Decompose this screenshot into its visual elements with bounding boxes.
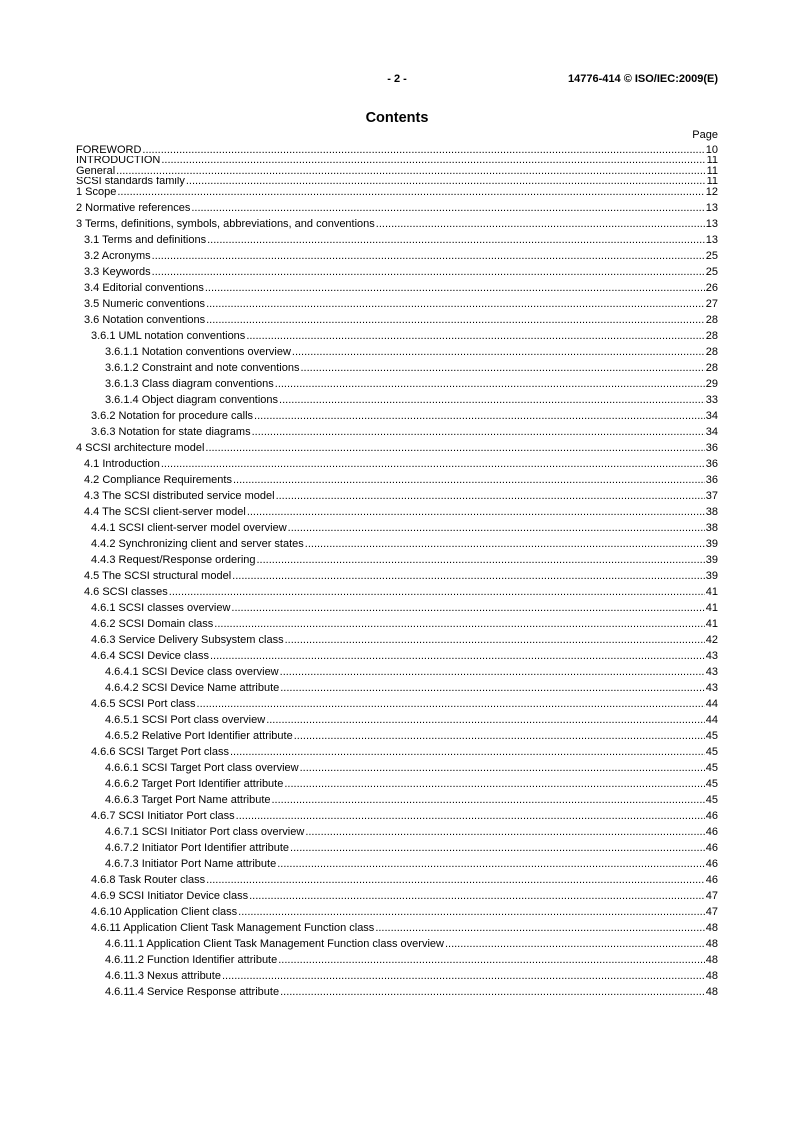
- toc-entry-title: 3.1 Terms and definitions: [84, 233, 207, 246]
- toc-entry-page: 45: [705, 793, 718, 806]
- toc-dot-leader: [249, 891, 705, 902]
- toc-entry[interactable]: [76, 358, 718, 374]
- toc-entry-title: 4.6.2 SCSI Domain class: [91, 617, 214, 630]
- page-column-label: Page: [692, 129, 718, 141]
- toc-entry-title: 4 SCSI architecture model: [76, 441, 205, 454]
- toc-dot-leader: [161, 459, 705, 470]
- toc-entry[interactable]: [76, 982, 718, 998]
- page-number: - 2 -: [387, 73, 407, 85]
- toc-entry-page: 44: [705, 697, 718, 710]
- toc-entry[interactable]: [76, 145, 718, 156]
- toc-entry-title: 4.6.3 Service Delivery Subsystem class: [91, 633, 284, 646]
- toc-dot-leader: [278, 955, 705, 966]
- toc-entry-title: 4.6.4.2 SCSI Device Name attribute: [105, 681, 280, 694]
- toc-entry[interactable]: [76, 614, 718, 630]
- toc-entry-page: 43: [705, 681, 718, 694]
- toc-dot-leader: [252, 427, 705, 438]
- toc-entry[interactable]: [76, 214, 718, 230]
- toc-dot-leader: [186, 177, 706, 188]
- toc-entry-page: 41: [705, 585, 718, 598]
- toc-entry[interactable]: [76, 694, 718, 710]
- toc-entry[interactable]: [76, 918, 718, 934]
- toc-entry-title: 3.6.1.3 Class diagram conventions: [105, 377, 274, 390]
- toc-entry-page: 43: [705, 665, 718, 678]
- toc-entry[interactable]: [76, 646, 718, 662]
- toc-entry[interactable]: [76, 870, 718, 886]
- toc-entry[interactable]: [76, 294, 718, 310]
- toc-dot-leader: [152, 267, 705, 278]
- toc-entry-page: 11: [706, 176, 718, 188]
- toc-dot-leader: [152, 251, 705, 262]
- toc-dot-leader: [206, 299, 705, 310]
- toc-entry[interactable]: [76, 838, 718, 854]
- toc-entry[interactable]: [76, 758, 718, 774]
- toc-dot-leader: [232, 571, 705, 582]
- toc-entry-title: 3.2 Acronyms: [84, 249, 151, 262]
- toc-dot-leader: [206, 875, 705, 886]
- toc-entry-page: 45: [705, 761, 718, 774]
- toc-entry[interactable]: [76, 502, 718, 518]
- toc-entry-title: 4.3 The SCSI distributed service model: [84, 489, 275, 502]
- toc-entry-page: 42: [705, 633, 718, 646]
- toc-entry-page: 45: [705, 729, 718, 742]
- toc-entry-page: 44: [705, 713, 718, 726]
- toc-entry-title: 4.4 The SCSI client-server model: [84, 505, 246, 518]
- toc-entry[interactable]: [76, 534, 718, 550]
- toc-entry-page: 28: [705, 345, 718, 358]
- toc-entry[interactable]: [76, 774, 718, 790]
- toc-dot-leader: [142, 145, 704, 156]
- toc-entry-page: 33: [705, 393, 718, 406]
- toc-entry-page: 47: [705, 905, 718, 918]
- toc-dot-leader: [214, 619, 704, 630]
- toc-dot-leader: [300, 763, 705, 774]
- toc-entry-title: 4.1 Introduction: [84, 457, 160, 470]
- toc-dot-leader: [275, 379, 705, 390]
- toc-entry-title: 4.6.11.1 Application Client Task Management Function class overview: [105, 937, 444, 950]
- toc-dot-leader: [238, 907, 705, 918]
- toc-entry-page: 28: [705, 313, 718, 326]
- toc-entry-title: 3.6.1.4 Object diagram conventions: [105, 393, 279, 406]
- toc-dot-leader: [233, 475, 705, 486]
- toc-entry-title: 4.6.4 SCSI Device class: [91, 649, 209, 662]
- toc-dot-leader: [280, 683, 705, 694]
- toc-entry[interactable]: [76, 790, 718, 806]
- toc-entry[interactable]: [76, 470, 718, 486]
- toc-dot-leader: [205, 283, 705, 294]
- toc-entry-page: 34: [705, 409, 718, 422]
- toc-dot-leader: [290, 843, 705, 854]
- toc-entry-title: 4.6.11.3 Nexus attribute: [105, 969, 221, 982]
- toc-entry[interactable]: [76, 374, 718, 390]
- toc-entry[interactable]: [76, 156, 718, 167]
- toc-entry-title: 4.6.5.1 SCSI Port class overview: [105, 713, 266, 726]
- toc-entry[interactable]: [76, 326, 718, 342]
- toc-dot-leader: [206, 315, 705, 326]
- toc-entry[interactable]: [76, 662, 718, 678]
- toc-entry-page: 25: [705, 249, 718, 262]
- toc-entry[interactable]: [76, 166, 718, 177]
- toc-dot-leader: [276, 491, 705, 502]
- toc-entry[interactable]: [76, 710, 718, 726]
- toc-dot-leader: [230, 747, 705, 758]
- toc-entry-title: 4.6.4.1 SCSI Device class overview: [105, 665, 279, 678]
- toc-entry[interactable]: [76, 582, 718, 598]
- toc-entry-page: 48: [705, 969, 718, 982]
- toc-entry[interactable]: [76, 806, 718, 822]
- toc-entry-title: INTRODUCTION: [76, 155, 161, 167]
- toc-dot-leader: [284, 779, 704, 790]
- toc-entry[interactable]: [76, 390, 718, 406]
- toc-dot-leader: [207, 235, 705, 246]
- toc-entry-title: 4.4.3 Request/Response ordering: [91, 553, 256, 566]
- toc-entry-page: 27: [705, 297, 718, 310]
- toc-entry[interactable]: [76, 438, 718, 454]
- toc-entry[interactable]: [76, 966, 718, 982]
- toc-entry-page: 11: [706, 155, 718, 167]
- toc-entry-title: 4.6.7 SCSI Initiator Port class: [91, 809, 235, 822]
- toc-entry-page: 45: [705, 777, 718, 790]
- toc-entry-page: 38: [705, 521, 718, 534]
- toc-entry-page: 41: [705, 601, 718, 614]
- toc-entry-title: 4.6.6.1 SCSI Target Port class overview: [105, 761, 299, 774]
- toc-dot-leader: [288, 523, 705, 534]
- toc-dot-leader: [294, 731, 705, 742]
- toc-dot-leader: [285, 635, 705, 646]
- toc-entry[interactable]: [76, 566, 718, 582]
- toc-entry-title: 3.6.1 UML notation conventions: [91, 329, 246, 342]
- toc-entry-title: 4.6.7.2 Initiator Port Identifier attribute: [105, 841, 290, 854]
- toc-entry-title: 3.6.2 Notation for procedure calls: [91, 409, 254, 422]
- toc-entry-title: 4.4.1 SCSI client-server model overview: [91, 521, 287, 534]
- toc-entry-title: 3.6.1.1 Notation conventions overview: [105, 345, 291, 358]
- toc-entry-title: 3.5 Numeric conventions: [84, 297, 206, 310]
- toc-entry[interactable]: [76, 678, 718, 694]
- toc-entry-title: 4.6.6.2 Target Port Identifier attribute: [105, 777, 284, 790]
- toc-entry-title: 2 Normative references: [76, 201, 191, 214]
- toc-entry[interactable]: [76, 598, 718, 614]
- toc-entry[interactable]: [76, 886, 718, 902]
- toc-dot-leader: [376, 219, 705, 230]
- toc-entry-title: 4.6.6.3 Target Port Name attribute: [105, 793, 271, 806]
- toc-entry[interactable]: [76, 950, 718, 966]
- toc-dot-leader: [277, 859, 705, 870]
- toc-entry-title: 4.6.1 SCSI classes overview: [91, 601, 231, 614]
- toc-dot-leader: [117, 187, 704, 198]
- toc-entry-title: 3.4 Editorial conventions: [84, 281, 204, 294]
- toc-entry-page: 47: [705, 889, 718, 902]
- toc-entry-page: 43: [705, 649, 718, 662]
- toc-entry-page: 45: [705, 745, 718, 758]
- toc-entry-page: 25: [705, 265, 718, 278]
- toc-dot-leader: [300, 363, 704, 374]
- toc-dot-leader: [191, 203, 704, 214]
- toc-entry-title: 3.6.1.2 Constraint and note conventions: [105, 361, 300, 374]
- toc-entry[interactable]: [76, 406, 718, 422]
- table-of-contents: [76, 145, 718, 998]
- toc-entry-page: 39: [705, 537, 718, 550]
- toc-dot-leader: [375, 923, 704, 934]
- toc-entry[interactable]: [76, 230, 718, 246]
- toc-entry-title: 3.6.3 Notation for state diagrams: [91, 425, 251, 438]
- toc-entry-page: 48: [705, 937, 718, 950]
- toc-entry-page: 46: [705, 857, 718, 870]
- toc-entry-page: 28: [705, 361, 718, 374]
- toc-entry[interactable]: [76, 198, 718, 214]
- toc-entry-page: 37: [705, 489, 718, 502]
- toc-entry-page: 13: [705, 201, 718, 214]
- toc-entry-page: 26: [705, 281, 718, 294]
- toc-entry[interactable]: [76, 742, 718, 758]
- toc-entry-page: 34: [705, 425, 718, 438]
- toc-entry-page: 41: [705, 617, 718, 630]
- toc-entry-title: 3.3 Keywords: [84, 265, 151, 278]
- toc-dot-leader: [266, 715, 705, 726]
- toc-entry-page: 10: [705, 145, 718, 156]
- toc-entry[interactable]: [76, 187, 718, 198]
- toc-entry-page: 28: [705, 329, 718, 342]
- toc-dot-leader: [280, 987, 705, 998]
- toc-entry[interactable]: [76, 246, 718, 262]
- toc-entry[interactable]: [76, 310, 718, 326]
- toc-entry-page: 48: [705, 953, 718, 966]
- toc-dot-leader: [305, 539, 705, 550]
- toc-entry-page: 11: [706, 166, 718, 177]
- toc-entry[interactable]: [76, 934, 718, 950]
- toc-entry-title: 4.6.5.2 Relative Port Identifier attribute: [105, 729, 293, 742]
- toc-entry-title: 4.6.8 Task Router class: [91, 873, 206, 886]
- toc-entry[interactable]: [76, 454, 718, 470]
- toc-entry-title: 3.6 Notation conventions: [84, 313, 206, 326]
- toc-entry[interactable]: [76, 262, 718, 278]
- toc-entry-page: 46: [705, 825, 718, 838]
- toc-entry-title: FOREWORD: [76, 145, 142, 156]
- toc-entry[interactable]: [76, 422, 718, 438]
- toc-entry-title: 4.6.11 Application Client Task Management Function class: [91, 921, 375, 934]
- toc-entry-page: 48: [705, 985, 718, 998]
- toc-entry-page: 46: [705, 841, 718, 854]
- toc-entry-page: 38: [705, 505, 718, 518]
- toc-entry-page: 48: [705, 921, 718, 934]
- toc-entry-title: 4.6.10 Application Client class: [91, 905, 238, 918]
- toc-entry-title: 4.6.7.1 SCSI Initiator Port class overview: [105, 825, 305, 838]
- toc-dot-leader: [279, 395, 705, 406]
- toc-entry-title: 1 Scope: [76, 187, 117, 198]
- toc-entry-page: 36: [705, 441, 718, 454]
- toc-dot-leader: [257, 555, 705, 566]
- toc-entry[interactable]: [76, 630, 718, 646]
- toc-dot-leader: [222, 971, 705, 982]
- toc-entry-page: 36: [705, 457, 718, 470]
- toc-entry-title: 4.6.11.4 Service Response attribute: [105, 985, 280, 998]
- toc-entry-title: 4.6.9 SCSI Initiator Device class: [91, 889, 249, 902]
- toc-entry-title: 4.6.11.2 Function Identifier attribute: [105, 953, 278, 966]
- toc-entry-title: 3 Terms, definitions, symbols, abbreviations, and conventions: [76, 217, 375, 230]
- document-identifier: 14776-414 © ISO/IEC:2009(E): [568, 73, 718, 85]
- toc-entry-title: SCSI standards family: [76, 176, 185, 188]
- toc-entry-title: 4.6.5 SCSI Port class: [91, 697, 196, 710]
- toc-entry-title: General: [76, 166, 116, 177]
- toc-dot-leader: [116, 166, 705, 177]
- toc-dot-leader: [254, 411, 705, 422]
- toc-dot-leader: [280, 667, 705, 678]
- toc-entry-page: 29: [705, 377, 718, 390]
- contents-title: Contents: [365, 110, 429, 126]
- toc-dot-leader: [247, 507, 705, 518]
- toc-entry[interactable]: [76, 177, 718, 188]
- toc-entry-page: 46: [705, 873, 718, 886]
- toc-entry-title: 4.6 SCSI classes: [84, 585, 168, 598]
- toc-entry-title: 4.4.2 Synchronizing client and server states: [91, 537, 304, 550]
- toc-entry[interactable]: [76, 518, 718, 534]
- toc-entry[interactable]: [76, 342, 718, 358]
- toc-dot-leader: [272, 795, 705, 806]
- toc-entry-page: 46: [705, 809, 718, 822]
- toc-entry[interactable]: [76, 822, 718, 838]
- toc-entry-title: 4.5 The SCSI structural model: [84, 569, 232, 582]
- toc-entry-title: 4.6.6 SCSI Target Port class: [91, 745, 229, 758]
- toc-entry-page: 12: [705, 187, 718, 198]
- toc-entry-page: 36: [705, 473, 718, 486]
- toc-dot-leader: [205, 443, 704, 454]
- toc-dot-leader: [305, 827, 704, 838]
- toc-entry[interactable]: [76, 726, 718, 742]
- toc-dot-leader: [169, 587, 705, 598]
- toc-entry-page: 39: [705, 553, 718, 566]
- toc-entry[interactable]: [76, 902, 718, 918]
- toc-entry[interactable]: [76, 550, 718, 566]
- toc-dot-leader: [161, 156, 705, 167]
- toc-entry-title: 4.6.7.3 Initiator Port Name attribute: [105, 857, 277, 870]
- toc-entry-page: 39: [705, 569, 718, 582]
- toc-entry[interactable]: [76, 486, 718, 502]
- toc-dot-leader: [197, 699, 705, 710]
- toc-entry[interactable]: [76, 854, 718, 870]
- toc-dot-leader: [210, 651, 705, 662]
- toc-entry-page: 13: [705, 233, 718, 246]
- toc-dot-leader: [246, 331, 704, 342]
- toc-entry[interactable]: [76, 278, 718, 294]
- page-header: [76, 73, 718, 89]
- toc-dot-leader: [236, 811, 705, 822]
- toc-dot-leader: [231, 603, 704, 614]
- toc-dot-leader: [292, 347, 705, 358]
- toc-entry-page: 13: [705, 217, 718, 230]
- toc-dot-leader: [445, 939, 705, 950]
- toc-entry-title: 4.2 Compliance Requirements: [84, 473, 232, 486]
